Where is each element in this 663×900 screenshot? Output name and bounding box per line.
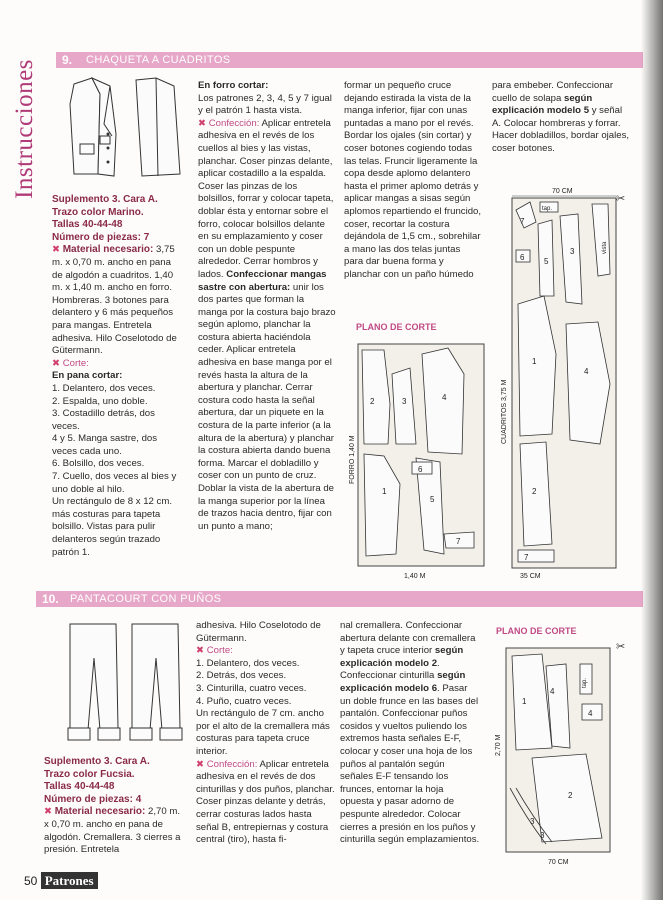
piece-number: 4 <box>588 709 593 718</box>
cut-item: 4. Puño, cuatro veces. <box>196 695 292 707</box>
jacket-illustration <box>64 74 186 190</box>
sizes-label: Tallas 40-44-48 <box>52 219 123 231</box>
tapeta-label: tap. <box>542 206 553 212</box>
cutting-plan-fabric <box>490 184 630 582</box>
section-9-col-2 <box>198 80 336 533</box>
section-9-number: 9. <box>62 53 73 67</box>
piece-number: 2 <box>370 397 375 406</box>
section-10-number: 10. <box>42 592 59 606</box>
page-edge-shadow <box>641 0 663 900</box>
scissors-icon: ✂ <box>616 641 626 653</box>
forro-label: En forro cortar: <box>198 80 269 91</box>
trousers-bottom-label: 70 CM <box>548 859 569 866</box>
tapeta-label: tap. <box>582 677 588 688</box>
material-paragraph: ✖ Material necesario: 3,75 m. x 0,70 m. ancho en pana de algodón a cuadritos. 1,40 m. x 1,40 m. ancho en forro. Hombreras. 3 botones para delantero y 6 más pequeños para mangas. Entretela adhesiva. Hilo Coselotodo de Gütermann. <box>52 244 177 357</box>
forro-text: Los patrones 2, 3, 4, 5 y 7 igual y el patrón 1 hasta vista. <box>198 92 332 117</box>
page-footer <box>24 873 98 889</box>
pieces-label: Número de piezas: 4 <box>44 793 142 805</box>
section-10-col-1 <box>44 756 184 857</box>
cut-item: 7. Cuello, dos veces al bies y uno doble al hilo. <box>52 471 177 495</box>
confeccion-paragraph: ✖ Confección: Aplicar entretela adhesiva en el revés de dos cinturillas y dos puños, planchar. Coser pinzas delante y detrás, cerrar costuras lados hasta señal B, entrepiernas y costura central (tiro), hasta fi- <box>196 758 335 846</box>
piece-number: 1 <box>522 697 527 706</box>
section-10-intro: adhesiva. Hilo Coselotodo de Gütermann. <box>196 620 321 644</box>
pieces-label: Número de piezas: 7 <box>52 231 150 243</box>
vista-label: vista <box>602 241 608 254</box>
page-number: 50 <box>24 874 38 888</box>
mangas-label: Confeccionar mangas sastre con abertura: <box>198 268 327 293</box>
cut-item: 2. Espalda, uno doble. <box>52 395 148 407</box>
piece-number: 4 <box>550 687 555 696</box>
section-10-col-3-text: nal cremallera. Confeccionar abertura delante con cremallera y tapeta cruce interior según explicación modelo 2. Confeccionar cinturilla según explicación modelo 6. Pasar un doble frunce en las bases del pantalón. Confeccionar puños cosidos y vueltos puliendo los extremos hasta señales E-F, colocar y coser una hoja de los puños al pantalón según señales E-F tensando los frunces, entornar la hoja opuesta y pasar adorno de pespunte alrededor. Colocar cierres a presión en los puños y cinturilla según emplazamientos. <box>340 620 480 846</box>
piece-number: 3 <box>540 831 545 840</box>
supplement-label: Suplemento 3. Cara A. <box>52 194 158 205</box>
section-9-col-3-text: formar un pequeño cruce dejando estirada la vista de la manga inferior, fijar con unas puntadas a mano por el revés. Bordar los ojales (sin cortar) y coser botones cogiendo todas las telas. Fruncir ligeramente la copa desde aplomo delantero hasta el primer aplomo detrás y aplicar mangas a sisas según aplomos repartiendo el fruncido, coser, recortar la costura dejándola de 1,5 cm., sobrehilar a mano las dos telas juntas para dar buena forma y planchar con un paño húmedo <box>344 80 482 280</box>
scissors-icon: ✂ <box>616 193 626 205</box>
cutting-plan-lining <box>344 334 492 582</box>
confeccion-paragraph: ✖ Confección: Aplicar entretela adhesiva en el revés de los cuellos al bies y las vistas, planchar. Coser pinzas delante, aplicar costadillo a la espalda. Coser las pinzas de los bolsillos, forrar y colocar tapeta, doblar ésta y entornar sobre el forro, colocar bolsillos delante en su emplazamiento y coser con un doble pespunte alrededor. Cerrar hombros y lados. Confeccionar mangas sastre con abertura: unir los dos partes que forman la manga por la costura bajo brazo según aplomo, planchar la costura abierta haciéndola ceder. Aplicar entretela adhesiva en base manga por el revés hasta la altura de la abertura y planchar. Cerrar costura codo hasta la señal abertura, dar un piquete en la costura de la parte inferior (a la altura de la abertura) y planchar la costura abierta dando buena forma. Marcar el dobladillo y coser con un punto de cruz. Doblar la vista de la abertura de la manga superior por la línea de trazos hacia dentro, fijar con un punto a mano; <box>198 117 336 532</box>
material-text: 3,75 m. x 0,70 m. ancho en pana de algodón a cuadritos. 1,40 m. x 1,40 m. ancho en forro. Hombreras. 3 botones para delantero y 6 más pequeños para mangas. Entretela adhesiva. Hilo Coselotodo de Gütermann. <box>52 244 177 357</box>
lining-bottom-label: 1,40 M <box>404 573 426 580</box>
section-9-col-4-text: para embeber. Confeccionar cuello de solapa según explicación modelo 5 y señal A. Colocar hombreras y forrar. Hacer dobladillos, bordar ojales, coser botones. <box>492 80 630 154</box>
fabric-top-label: 70 CM <box>552 188 573 195</box>
section-9-col-1 <box>52 194 184 559</box>
section-10-col-2 <box>196 620 336 847</box>
piece-number: 7 <box>520 217 525 226</box>
piece-number: 1 <box>382 487 387 496</box>
piece-number: 7 <box>456 537 461 546</box>
piece-number: 6 <box>418 465 423 474</box>
trace-label: Trazo color Fucsia. <box>44 768 135 780</box>
piece-number: 3 <box>402 397 407 406</box>
material-paragraph: ✖ Material necesario: 2,70 m. x 0,70 m. ancho en pana de algodón. Cremallera. 3 cierres a presión. Entretela <box>44 806 181 856</box>
piece-number: 2 <box>532 487 537 496</box>
cut-item: 3. Costadillo detrás, dos veces. <box>52 408 155 432</box>
section-10-col-3 <box>340 620 480 847</box>
fabric-side-label: CUADRITOS 3,75 M <box>501 379 508 444</box>
cut-item: 1. Delantero, dos veces. <box>196 657 300 669</box>
piece-number: 3 <box>570 247 575 256</box>
section-10-header <box>36 591 643 607</box>
trace-label: Trazo color Marino. <box>52 206 144 218</box>
piece-number: 1 <box>532 357 537 366</box>
corte-heading: ✖ Corte: <box>52 357 89 369</box>
fabric-bottom-label: 35 CM <box>520 573 541 580</box>
piece-number: 4 <box>442 393 447 402</box>
section-9-col-4 <box>492 80 630 156</box>
section-9-title: CHAQUETA A CUADRITOS <box>86 54 231 66</box>
supplement-label: Suplemento 3. Cara A. <box>44 756 150 767</box>
trousers-side-label: 2,70 M <box>495 734 502 756</box>
piece-number: 5 <box>430 495 435 504</box>
cut-item: 3. Cinturilla, cuatro veces. <box>196 682 307 694</box>
plano-corte-label: PLANO DE CORTE <box>356 322 437 332</box>
section-9-col-3 <box>344 80 482 282</box>
cutting-plan-trousers <box>486 638 630 868</box>
corte-heading: ✖ Corte: <box>196 645 233 657</box>
piece-number: 7 <box>524 553 529 562</box>
plano-corte-label: PLANO DE CORTE <box>496 626 577 636</box>
section-9-header <box>56 52 643 68</box>
piece-number: 3 <box>530 817 535 826</box>
sizes-label: Tallas 40-44-48 <box>44 781 115 793</box>
piece-number: 6 <box>520 253 525 262</box>
pana-label: En pana cortar: <box>52 370 123 382</box>
cut-extra: Un rectángulo de 7 cm. ancho por el alto de la cremallera más costuras para tapeta cruce interior. <box>196 708 330 757</box>
piece-number: 2 <box>568 791 573 800</box>
piece-number: 5 <box>544 257 549 266</box>
lining-side-label: FORRO 1,40 M <box>349 435 356 484</box>
trousers-illustration <box>62 618 186 750</box>
cut-item: 6. Bolsillo, dos veces. <box>52 458 145 470</box>
material-label: Material necesario: <box>62 244 154 256</box>
cut-item: 2. Detrás, dos veces. <box>196 670 287 682</box>
cut-item: 4 y 5. Manga sastre, dos veces cada uno. <box>52 433 158 457</box>
side-title: Instrucciones <box>10 59 38 199</box>
section-10-title: PANTACOURT CON PUÑOS <box>70 593 222 605</box>
magazine-logo: Patrones <box>41 872 98 889</box>
cut-item: 1. Delantero, dos veces. <box>52 382 156 394</box>
cut-extra: Un rectángulo de 8 x 12 cm. más costuras para tapeta bolsillo. Vistas para pulir delanteros según trazado patrón 1. <box>52 496 172 558</box>
piece-number: 4 <box>584 367 589 376</box>
